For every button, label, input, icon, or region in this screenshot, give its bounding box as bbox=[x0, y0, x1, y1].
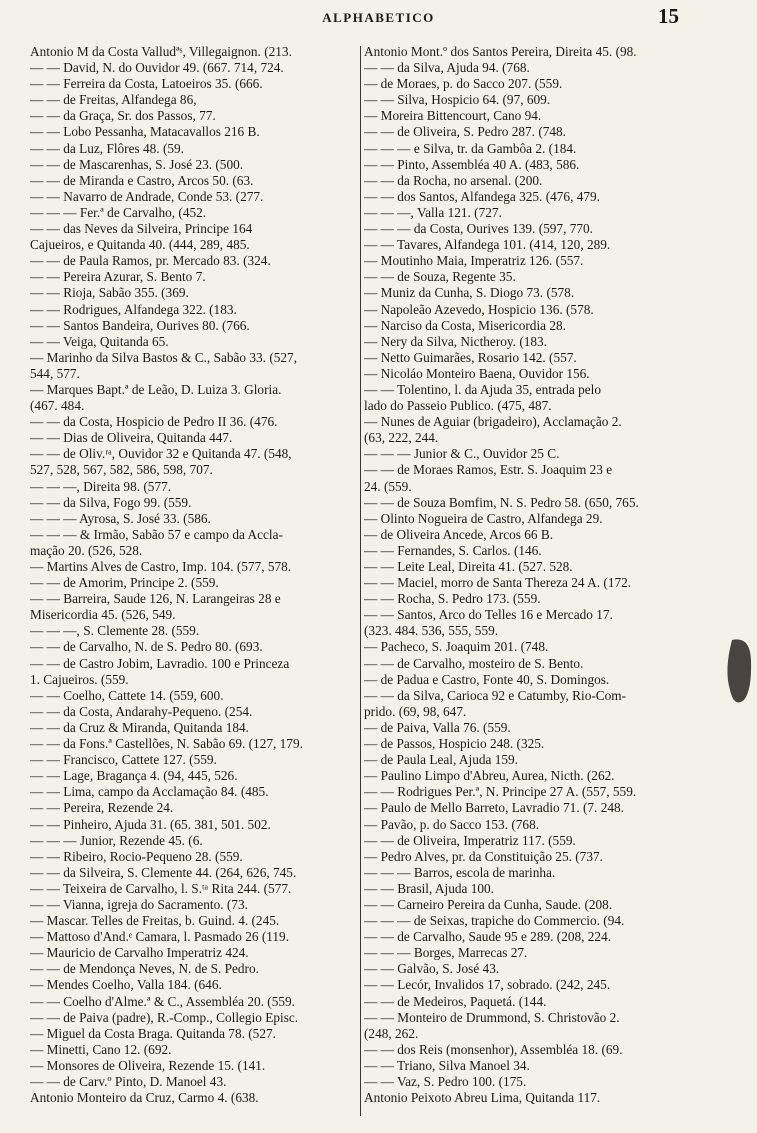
directory-entry: — Narciso da Costa, Misericordia 28. bbox=[364, 317, 566, 333]
directory-entry: Antonio Peixoto Abreu Lima, Quitanda 117. bbox=[364, 1090, 601, 1106]
directory-entry: — — Rodrigues, Alfandega 322. (183. bbox=[30, 301, 237, 317]
directory-entry: (248, 262. bbox=[364, 1025, 419, 1041]
directory-entry: — — — Borges, Marrecas 27. bbox=[364, 945, 528, 961]
directory-entry: — — Tolentino, l. da Ajuda 35, entrada pelo bbox=[364, 381, 602, 397]
directory-entry: — — de Paiva (padre), R.-Comp., Collegio Episc. bbox=[30, 1009, 299, 1025]
directory-entry: — — de Carvalho, N. de S. Pedro 80. (693. bbox=[30, 639, 263, 655]
directory-entry: — — — & Irmão, Sabão 57 e campo da Accla- bbox=[30, 526, 283, 542]
directory-entry: — Paulo de Mello Barreto, Lavradio 71. (7. 248. bbox=[364, 800, 624, 816]
directory-entry: — Moreira Bittencourt, Cano 94. bbox=[364, 108, 542, 124]
directory-entry: — — da Silva, Fogo 99. (559. bbox=[30, 494, 192, 510]
directory-entry: — — da Silveira, S. Clemente 44. (264, 626, 745. bbox=[30, 864, 297, 880]
directory-entry: — — Tavares, Alfandega 101. (414, 120, 289. bbox=[364, 237, 611, 253]
directory-entry: — — — da Costa, Ourives 139. (597, 770. bbox=[364, 221, 593, 237]
directory-entry: — — Monteiro de Drummond, S. Christovão 2. bbox=[364, 1009, 620, 1025]
directory-entry: — — Francisco, Cattete 127. (559. bbox=[30, 752, 217, 768]
directory-entry: — — dos Reis (monsenhor), Assembléa 18. (69. bbox=[364, 1041, 623, 1057]
directory-entry: — — de Souza Bomfim, N. S. Pedro 58. (650, 765. bbox=[364, 494, 639, 510]
directory-entry: — — dos Santos, Alfandega 325. (476, 479. bbox=[364, 188, 600, 204]
directory-entry: — — Vianna, igreja do Sacramento. (73. bbox=[30, 896, 248, 912]
directory-entry: — Olinto Nogueira de Castro, Alfandega 29. bbox=[364, 510, 603, 526]
directory-entry: — — — Ayrosa, S. José 33. (586. bbox=[30, 510, 211, 526]
directory-entry: — — de Mendonça Neves, N. de S. Pedro. bbox=[30, 961, 259, 977]
directory-entry: — — das Neves da Silveira, Principe 164 bbox=[30, 221, 253, 237]
directory-entry: Cajueiros, e Quitanda 40. (444, 289, 485. bbox=[30, 237, 250, 253]
directory-entry: — Muniz da Cunha, S. Diogo 73. (578. bbox=[364, 285, 575, 301]
right-column bbox=[364, 44, 718, 1106]
directory-entry: — — — Barros, escola de marinha. bbox=[364, 864, 556, 880]
directory-entry: — — — de Seixas, trapiche do Commercio. (94. bbox=[364, 913, 625, 929]
directory-entry: — — de Oliveira, Imperatriz 117. (559. bbox=[364, 832, 576, 848]
directory-entry: (323. 484. 536, 555, 559. bbox=[364, 623, 499, 639]
directory-entry: (467. 484. bbox=[30, 398, 85, 414]
directory-entry: — Mauricio de Carvalho Imperatriz 424. bbox=[30, 945, 249, 961]
directory-entry: — de Padua e Castro, Fonte 40, S. Domingos. bbox=[364, 671, 610, 687]
directory-entry: — de Paula Leal, Ajuda 159. bbox=[364, 752, 518, 768]
directory-entry: — Nicoláo Monteiro Baena, Ouvidor 156. bbox=[364, 365, 590, 381]
directory-entry: 544, 577. bbox=[30, 365, 80, 381]
directory-entry: — — Triano, Silva Manoel 34. bbox=[364, 1057, 530, 1073]
directory-entry: — de Moraes, p. do Sacco 207. (559. bbox=[364, 76, 563, 92]
directory-entry: — — Pinheiro, Ajuda 31. (65. 381, 501. 502. bbox=[30, 816, 271, 832]
directory-entry: — — de Moraes Ramos, Estr. S. Joaquim 23 e bbox=[364, 462, 613, 478]
running-head: ALPHABETICO bbox=[322, 10, 435, 25]
directory-entry: — — da Costa, Andarahy-Pequeno. (254. bbox=[30, 703, 253, 719]
directory-entry: — — Rocha, S. Pedro 173. (559. bbox=[364, 591, 541, 607]
directory-entry: — — — Junior & C., Ouvidor 25 C. bbox=[364, 446, 560, 462]
directory-entry: — Napoleão Azevedo, Hospicio 136. (578. bbox=[364, 301, 594, 317]
directory-entry: Misericordia 45. (526, 549. bbox=[30, 607, 176, 623]
directory-entry: — Netto Guimarães, Rosario 142. (557. bbox=[364, 349, 577, 365]
directory-entry: — Moutinho Maia, Imperatriz 126. (557. bbox=[364, 253, 584, 269]
directory-entry: — — Leite Leal, Direita 41. (527. 528. bbox=[364, 559, 573, 574]
directory-entry: — Pedro Alves, pr. da Constituição 25. (737. bbox=[364, 848, 603, 864]
directory-entry: — — da Silva, Carioca 92 e Catumby, Rio-Com- bbox=[364, 687, 627, 703]
directory-entry: 24. (559. bbox=[364, 478, 412, 494]
directory-entry: — — da Rocha, no arsenal. (200. bbox=[364, 172, 543, 188]
directory-entry: — — —, Direita 98. (577. bbox=[30, 478, 172, 494]
directory-entry: 527, 528, 567, 582, 586, 598, 707. bbox=[30, 462, 213, 478]
directory-entry: — Mendes Coelho, Valla 184. (646. bbox=[30, 977, 222, 993]
directory-entry: — — Vaz, S. Pedro 100. (175. bbox=[364, 1074, 527, 1089]
directory-entry: — — Santos Bandeira, Ourives 80. (766. bbox=[30, 317, 250, 333]
directory-entry: — Pacheco, S. Joaquim 201. (748. bbox=[364, 639, 549, 655]
directory-entry: — — —, S. Clemente 28. (559. bbox=[30, 623, 200, 639]
directory-entry: — — de Carv.º Pinto, D. Manoel 43. bbox=[30, 1074, 227, 1089]
directory-entry: — Miguel da Costa Braga. Quitanda 78. (527. bbox=[30, 1025, 276, 1041]
directory-entry: — — de Paula Ramos, pr. Mercado 83. (324. bbox=[30, 253, 271, 269]
directory-entry: — — Teixeira de Carvalho, l. S.ᵗᵃ Rita 244. (577. bbox=[30, 880, 292, 896]
directory-entry: — — Ferreira da Costa, Latoeiros 35. (666. bbox=[30, 76, 263, 92]
column-divider bbox=[360, 46, 361, 1116]
directory-entry: — — da Silva, Ajuda 94. (768. bbox=[364, 60, 530, 76]
ink-blot-mark bbox=[722, 630, 752, 710]
directory-entry: — — de Oliveira, S. Pedro 287. (748. bbox=[364, 124, 567, 140]
directory-entry: — — — e Silva, tr. da Gambôa 2. (184. bbox=[364, 140, 577, 156]
directory-entry: 1. Cajueiros. (559. bbox=[30, 671, 129, 687]
directory-entry: — — da Luz, Flôres 48. (59. bbox=[30, 140, 184, 156]
directory-entry: — — Galvão, S. José 43. bbox=[364, 961, 500, 977]
directory-entry: — — Lobo Pessanha, Matacavallos 216 B. bbox=[30, 124, 260, 140]
left-column bbox=[30, 44, 360, 1106]
directory-entry: — — Carneiro Pereira da Cunha, Saude. (208. bbox=[364, 896, 613, 912]
directory-entry: — — Pereira, Rezende 24. bbox=[30, 800, 174, 816]
directory-entry: — Marques Bapt.ª de Leão, D. Luiza 3. Gloria. bbox=[30, 381, 282, 397]
directory-entry: — Monsores de Oliveira, Rezende 15. (141. bbox=[30, 1057, 266, 1073]
directory-entry: — — David, N. do Ouvidor 49. (667. 714, 724. bbox=[30, 60, 284, 76]
directory-entry: — Nery da Silva, Nictheroy. (183. bbox=[364, 333, 548, 349]
directory-entry: — de Oliveira Ancede, Arcos 66 B. bbox=[364, 526, 554, 542]
directory-entry: — — Lecór, Invalidos 17, sobrado. (242, 245. bbox=[364, 977, 611, 993]
directory-entry: — — Rodrigues Per.ª, N. Principe 27 A. (557, 559. bbox=[364, 784, 637, 800]
directory-entry: — Pavão, p. do Sacco 153. (768. bbox=[364, 816, 540, 832]
directory-entry: — Martins Alves de Castro, Imp. 104. (577, 578. bbox=[30, 559, 292, 574]
directory-entry: — — Navarro de Andrade, Conde 53. (277. bbox=[30, 188, 264, 204]
directory-entry: — — de Carvalho, mosteiro de S. Bento. bbox=[364, 655, 584, 671]
directory-entry: (63, 222, 244. bbox=[364, 430, 439, 446]
directory-entry: — — Rioja, Sabão 355. (369. bbox=[30, 285, 189, 301]
directory-entry: — — Fernandes, S. Carlos. (146. bbox=[364, 542, 542, 558]
directory-entry: — de Paiva, Valla 76. (559. bbox=[364, 719, 511, 735]
directory-entry: — — Ribeiro, Rocio-Pequeno 28. (559. bbox=[30, 848, 243, 864]
directory-entry: — — Coelho d'Alme.ª & C., Assembléa 20. (559. bbox=[30, 993, 295, 1009]
directory-entry: lado do Passeio Publico. (475, 487. bbox=[364, 398, 552, 414]
directory-entry: — — da Graça, Sr. dos Passos, 77. bbox=[30, 108, 216, 124]
directory-entry: — — —, Valla 121. (727. bbox=[364, 204, 502, 220]
directory-entry: — — de Souza, Regente 35. bbox=[364, 269, 516, 285]
directory-entry: — — de Miranda e Castro, Arcos 50. (63. bbox=[30, 172, 254, 188]
directory-entry: — — de Mascarenhas, S. José 23. (500. bbox=[30, 156, 244, 172]
directory-entry: Antonio M da Costa Valludªˢ, Villegaignon. (213. bbox=[30, 44, 292, 59]
directory-entry: — — Brasil, Ajuda 100. bbox=[364, 880, 495, 896]
directory-entry: — Mascar. Telles de Freitas, b. Guind. 4. (245. bbox=[30, 913, 280, 929]
directory-entry: — — Barreira, Saude 126, N. Larangeiras 28 e bbox=[30, 591, 281, 607]
directory-entry: — — Santos, Arco do Telles 16 e Mercado 17. bbox=[364, 607, 613, 623]
directory-entry: — — Lima, campo da Acclamação 84. (485. bbox=[30, 784, 269, 800]
directory-entry: — Mattoso d'And.ᵉ Camara, l. Pasmado 26 (119. bbox=[30, 929, 290, 945]
directory-entry: — — Dias de Oliveira, Quitanda 447. bbox=[30, 430, 233, 446]
directory-entry: — Minetti, Cano 12. (692. bbox=[30, 1041, 172, 1057]
directory-entry: Antonio Monteiro da Cruz, Carmo 4. (638. bbox=[30, 1090, 259, 1106]
directory-entry: — — da Costa, Hospicio de Pedro II 36. (476. bbox=[30, 414, 278, 430]
directory-entry: — — de Castro Jobim, Lavradio. 100 e Princeza bbox=[30, 655, 290, 671]
directory-entry: — — de Medeiros, Paquetá. (144. bbox=[364, 993, 547, 1009]
directory-entry: — — de Amorim, Principe 2. (559. bbox=[30, 575, 219, 591]
directory-entry: — de Passos, Hospicio 248. (325. bbox=[364, 736, 545, 752]
directory-entry: — — de Oliv.ʳᵃ, Ouvidor 32 e Quitanda 47. (548, bbox=[30, 446, 292, 462]
directory-entry: — — Silva, Hospicio 64. (97, 609. bbox=[364, 92, 551, 108]
directory-entry: — — Coelho, Cattete 14. (559, 600. bbox=[30, 687, 224, 703]
directory-entry: — — Veiga, Quitanda 65. bbox=[30, 333, 169, 349]
directory-entry: — — de Freitas, Alfandega 86, bbox=[30, 92, 197, 108]
directory-entry: — — — Junior, Rezende 45. (6. bbox=[30, 832, 203, 848]
directory-entry: — Marinho da Silva Bastos & C., Sabão 33. (527, bbox=[30, 349, 298, 365]
directory-entry: — — Pinto, Assembléa 40 A. (483, 586. bbox=[364, 156, 580, 172]
directory-entry: — Paulino Limpo d'Abreu, Aurea, Nicth. (262. bbox=[364, 768, 615, 784]
directory-entry: — — Lage, Bragança 4. (94, 445, 526. bbox=[30, 768, 238, 784]
directory-entry: — — Maciel, morro de Santa Thereza 24 A. (172. bbox=[364, 575, 632, 591]
directory-entry: — — de Carvalho, Saude 95 e 289. (208, 224. bbox=[364, 929, 612, 945]
directory-entry: — — Pereira Azurar, S. Bento 7. bbox=[30, 269, 206, 285]
directory-entry: prido. (69, 98, 647. bbox=[364, 703, 467, 719]
directory-entry: — — — Fer.ª de Carvalho, (452. bbox=[30, 204, 207, 220]
page-number: 15 bbox=[658, 4, 679, 28]
directory-entry: Antonio Mont.º dos Santos Pereira, Direita 45. (98. bbox=[364, 44, 637, 59]
page-header bbox=[0, 4, 757, 38]
directory-entry: — — da Fons.ª Castellões, N. Sabão 69. (127, 179. bbox=[30, 736, 303, 752]
directory-entry: — — da Cruz & Miranda, Quitanda 184. bbox=[30, 719, 249, 735]
directory-entry: — Nunes de Aguiar (brigadeiro), Acclamação 2. bbox=[364, 414, 622, 430]
directory-entry: mação 20. (526, 528. bbox=[30, 542, 143, 558]
